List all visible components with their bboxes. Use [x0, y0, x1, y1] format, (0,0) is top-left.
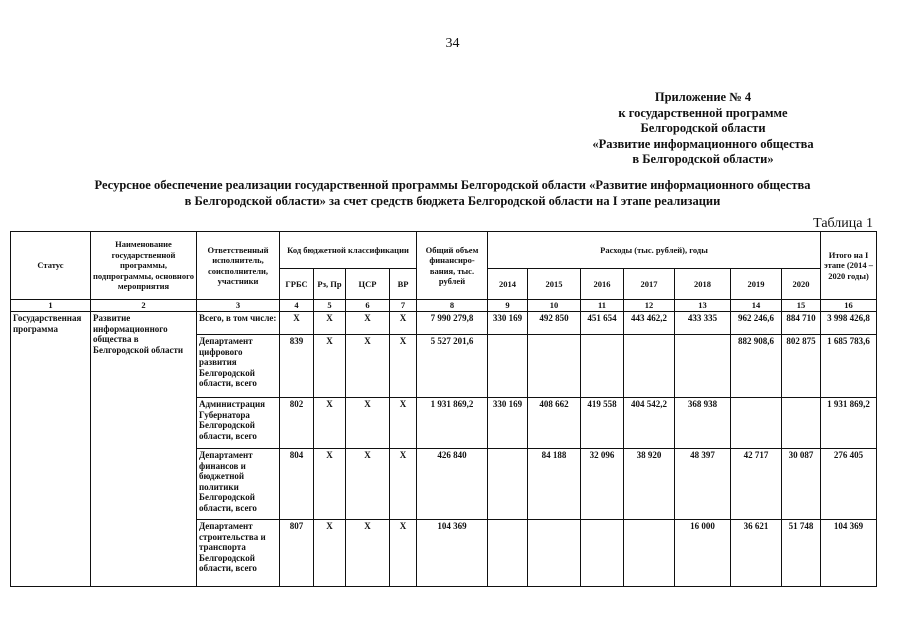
col-index: 4: [280, 300, 314, 312]
cell-vr: X: [390, 449, 417, 520]
col-index: 8: [417, 300, 488, 312]
cell-itogo: 1 931 869,2: [821, 398, 877, 449]
header-year-2018: 2018: [675, 269, 731, 300]
appendix-line-2: к государственной программе: [618, 105, 788, 120]
cell-2019: 882 908,6: [731, 335, 782, 398]
table-label: Таблица 1: [813, 216, 873, 231]
cell-responsible: Департамент финансов и бюджетной политики Белгородской области, всего: [197, 449, 280, 520]
col-index: 5: [314, 300, 346, 312]
table-row: [11, 312, 877, 335]
cell-csr: X: [346, 312, 390, 335]
page-number: 34: [445, 36, 460, 51]
cell-grbs: 802: [280, 398, 314, 449]
col-index: 7: [390, 300, 417, 312]
cell-2016: [581, 520, 624, 587]
cell-2020: 802 875: [782, 335, 821, 398]
cell-name: Развитие информационного общества в Белгородской области: [91, 312, 197, 587]
header-year-2020: 2020: [782, 269, 821, 300]
cell-total: 5 527 201,6: [417, 335, 488, 398]
cell-2020: 51 748: [782, 520, 821, 587]
cell-rz: X: [314, 520, 346, 587]
col-index: 11: [581, 300, 624, 312]
cell-2014: [488, 449, 528, 520]
cell-itogo: 276 405: [821, 449, 877, 520]
title-line-2: в Белгородской области» за счет средств бюджета Белгородской области на I этапе реализации: [184, 193, 721, 208]
cell-2014: [488, 335, 528, 398]
cell-2017: 443 462,2: [624, 312, 675, 335]
col-index: 15: [782, 300, 821, 312]
appendix-line-5: в Белгородской области»: [632, 152, 774, 166]
cell-responsible: Всего, в том числе:: [197, 312, 280, 335]
header-status: Статус: [11, 232, 91, 300]
cell-2020: [782, 398, 821, 449]
header-total: Общий объем финансиро-вания, тыс. рублей: [417, 232, 488, 300]
cell-2018: 433 335: [675, 312, 731, 335]
cell-total: 104 369: [417, 520, 488, 587]
cell-2017: 404 542,2: [624, 398, 675, 449]
cell-2017: 38 920: [624, 449, 675, 520]
col-index: 16: [821, 300, 877, 312]
cell-grbs: 839: [280, 335, 314, 398]
col-index: 10: [528, 300, 581, 312]
header-responsible: Ответственный исполнитель, соисполнители, участники: [197, 232, 280, 300]
cell-2018: 368 938: [675, 398, 731, 449]
cell-2020: 884 710: [782, 312, 821, 335]
cell-2016: 32 096: [581, 449, 624, 520]
cell-itogo: 3 998 426,8: [821, 312, 877, 335]
cell-2016: [581, 335, 624, 398]
cell-2014: 330 169: [488, 398, 528, 449]
document-title: [40, 178, 865, 209]
resource-table: [10, 231, 877, 587]
cell-2015: 492 850: [528, 312, 581, 335]
cell-vr: X: [390, 520, 417, 587]
header-csr: ЦСР: [346, 269, 390, 300]
cell-rz: X: [314, 312, 346, 335]
cell-grbs: X: [280, 312, 314, 335]
cell-vr: X: [390, 312, 417, 335]
cell-2015: [528, 335, 581, 398]
cell-responsible: Департамент цифрового развития Белгородской области, всего: [197, 335, 280, 398]
cell-total: 426 840: [417, 449, 488, 520]
appendix-block: [553, 90, 853, 168]
cell-2014: [488, 520, 528, 587]
cell-2015: [528, 520, 581, 587]
cell-2015: 84 188: [528, 449, 581, 520]
header-year-2019: 2019: [731, 269, 782, 300]
cell-vr: X: [390, 398, 417, 449]
cell-2019: 962 246,6: [731, 312, 782, 335]
cell-grbs: 807: [280, 520, 314, 587]
title-line-1: Ресурсное обеспечение реализации государственной программы Белгородской области «Развитие информационного общества: [94, 178, 811, 192]
header-grbs: ГРБС: [280, 269, 314, 300]
cell-2019: 42 717: [731, 449, 782, 520]
col-index: 12: [624, 300, 675, 312]
cell-2019: [731, 398, 782, 449]
cell-grbs: 804: [280, 449, 314, 520]
cell-2018: [675, 335, 731, 398]
header-rz: Рз, Пр: [314, 269, 346, 300]
col-index: 6: [346, 300, 390, 312]
cell-2020: 30 087: [782, 449, 821, 520]
appendix-line-4: «Развитие информационного общества: [592, 136, 814, 151]
header-vr: ВР: [390, 269, 417, 300]
cell-rz: X: [314, 398, 346, 449]
column-index-row: [11, 300, 877, 312]
col-index: 9: [488, 300, 528, 312]
cell-2019: 36 621: [731, 520, 782, 587]
cell-2014: 330 169: [488, 312, 528, 335]
cell-csr: X: [346, 398, 390, 449]
header-budget-code: Код бюджетной классификации: [280, 232, 417, 269]
cell-vr: X: [390, 335, 417, 398]
cell-rz: X: [314, 449, 346, 520]
cell-2016: 451 654: [581, 312, 624, 335]
cell-2015: 408 662: [528, 398, 581, 449]
cell-csr: X: [346, 520, 390, 587]
cell-2016: 419 558: [581, 398, 624, 449]
cell-2017: [624, 520, 675, 587]
cell-2018: 48 397: [675, 449, 731, 520]
cell-2017: [624, 335, 675, 398]
cell-itogo: 1 685 783,6: [821, 335, 877, 398]
cell-itogo: 104 369: [821, 520, 877, 587]
cell-status: Государственная программа: [11, 312, 91, 587]
header-itogo: Итого на I этапе (2014 – 2020 годы): [821, 232, 877, 300]
cell-csr: X: [346, 449, 390, 520]
col-index: 1: [11, 300, 91, 312]
header-year-2014: 2014: [488, 269, 528, 300]
cell-csr: X: [346, 335, 390, 398]
col-index: 3: [197, 300, 280, 312]
cell-total: 7 990 279,8: [417, 312, 488, 335]
header-name: Наименование государственной программы, подпрограммы, основного мероприятия: [91, 232, 197, 300]
col-index: 13: [675, 300, 731, 312]
appendix-line-3: Белгородской области: [640, 121, 766, 135]
col-index: 2: [91, 300, 197, 312]
cell-rz: X: [314, 335, 346, 398]
header-expenses: Расходы (тыс. рублей), годы: [488, 232, 821, 269]
header-year-2017: 2017: [624, 269, 675, 300]
appendix-line-1: Приложение № 4: [654, 90, 752, 104]
col-index: 14: [731, 300, 782, 312]
header-year-2016: 2016: [581, 269, 624, 300]
cell-responsible: Администрация Губернатора Белгородской области, всего: [197, 398, 280, 449]
cell-2018: 16 000: [675, 520, 731, 587]
cell-total: 1 931 869,2: [417, 398, 488, 449]
header-year-2015: 2015: [528, 269, 581, 300]
cell-responsible: Департамент строительства и транспорта Белгородской области, всего: [197, 520, 280, 587]
